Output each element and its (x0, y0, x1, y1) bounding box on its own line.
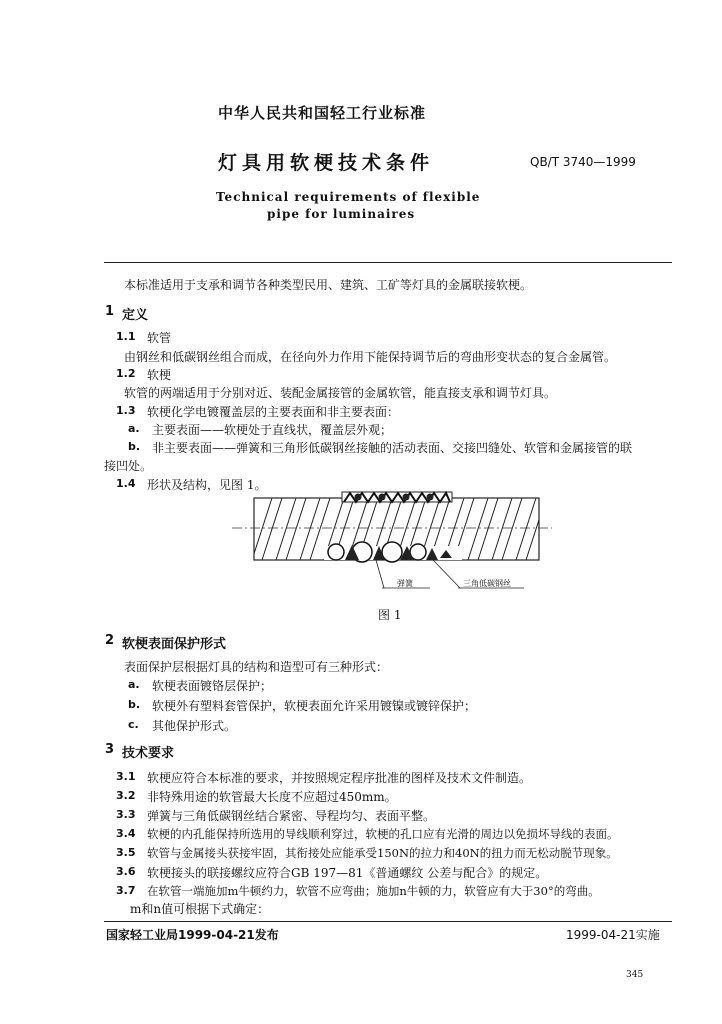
header-divider (104, 262, 672, 263)
section-2-title: 软梗表面保护形式 (122, 637, 227, 652)
section-2-b-text: 软梗外有塑料套管保护，软梗表面允许采用镀镍或镀锌保护； (152, 699, 477, 713)
figure-1-flexible-pipe (232, 488, 552, 606)
clause-3-5-text: 软管与金属接头获接牢固，其衔接处应能承受150N的拉力和40N的扭力而无松动脱节现象。 (147, 846, 618, 860)
section-2-b-label: b. (128, 698, 141, 711)
clause-1-3-b-text: 非主要表面——弹簧和三角形低碳钢丝接触的活动表面、交接凹缝处、软管和金属接管的联 (152, 441, 633, 455)
intro-text: 本标准适用于支承和调节各种类型民用、建筑、工矿等灯具的金属联接软梗。 (124, 278, 533, 292)
section-2-body: 表面保护层根据灯具的结构和造型可有三种形式： (124, 660, 389, 674)
footer-divider (104, 921, 672, 922)
clause-1-3-b-label: b. (128, 440, 141, 453)
clause-1-3-b-continued: 接凹处。 (104, 459, 153, 473)
clause-1-1-body: 由钢丝和低碳钢丝组合而成，在径向外力作用下能保持调节后的弯曲形变状态的复合金属管。 (124, 350, 617, 364)
issue-statement: 国家轻工业局1999-04-21发布 (106, 928, 279, 942)
clause-3-5-number: 3.5 (116, 846, 136, 859)
english-title-line2: pipe for luminaires (267, 207, 416, 221)
section-2-a-text: 软梗表面镀铬层保护； (152, 679, 273, 693)
clause-1-2-number: 1.2 (116, 367, 136, 380)
clause-3-4-text: 软梗的内孔能保持所选用的导线顺利穿过，软梗的孔口应有光滑的周边以免损坏导线的表面。 (147, 827, 619, 841)
mn-note: m和n值可根据下式确定： (130, 902, 270, 916)
clause-1-3-a-label: a. (128, 422, 140, 435)
label-spring: 弹簧 (397, 579, 413, 588)
issuing-org: 中华人民共和国轻工行业标准 (218, 104, 427, 122)
section-2-c-label: c. (128, 718, 139, 731)
clause-3-1-number: 3.1 (116, 770, 136, 783)
section-3-title: 技术要求 (122, 746, 175, 761)
figure-1-caption: 图 1 (378, 608, 402, 622)
clause-3-3-number: 3.3 (116, 808, 136, 821)
section-top (342, 492, 452, 502)
leader-spring (376, 560, 384, 588)
clause-3-2-number: 3.2 (116, 789, 136, 802)
clause-3-6-number: 3.6 (116, 865, 136, 878)
section-3-number: 3 (105, 742, 115, 757)
clause-3-3-text: 弹簧与三角低碳钢丝结合紧密、导程均匀、表面平整。 (147, 809, 436, 823)
clause-1-1-title: 软管 (147, 331, 172, 345)
page-title: 灯具用软梗技术条件 (218, 152, 435, 174)
clause-1-2-title: 软梗 (147, 368, 172, 382)
clause-1-2-body: 软管的两端适用于分别对近、装配金属接管的金属软管，能直接支承和调节灯具。 (124, 386, 557, 400)
implementation-date: 1999-04-21实施 (566, 928, 660, 942)
clause-3-6-text: 软梗接头的联接螺纹应符合GB 197—81《普通螺纹 公差与配合》的规定。 (147, 866, 548, 880)
label-triangular-wire: 三角低碳钢丝 (463, 579, 511, 588)
standard-code: QB/T 3740—1999 (530, 155, 636, 169)
clause-3-7-number: 3.7 (116, 884, 136, 897)
clause-3-1-text: 软梗应符合本标准的要求，并按照规定程序批准的图样及技术文件制造。 (147, 771, 532, 785)
page-number: 345 (626, 970, 644, 980)
clause-3-4-number: 3.4 (116, 827, 136, 840)
clause-1-3-number: 1.3 (116, 404, 136, 417)
section-2-c-text: 其他保护形式。 (152, 719, 237, 733)
section-2-a-label: a. (128, 678, 140, 691)
clause-1-4-number: 1.4 (116, 477, 136, 490)
clause-1-1-number: 1.1 (116, 330, 136, 343)
spring-coil (328, 544, 344, 560)
section-1-title: 定义 (122, 308, 149, 323)
english-title-line1: Technical requirements of flexible (216, 190, 481, 204)
clause-1-3-a-text: 主要表面——软梗处于直线状，覆盖层外观； (152, 423, 393, 437)
clause-1-4-text: 形状及结构，见图 1。 (147, 478, 267, 492)
section-2-number: 2 (105, 633, 115, 648)
section-1-number: 1 (105, 304, 115, 319)
clause-3-2-text: 非特殊用途的软管最大长度不应超过450mm。 (147, 790, 397, 804)
section-bottom (324, 542, 462, 562)
clause-3-7-text: 在软管一端施加m牛顿约力，软管不应弯曲；施加n牛顿的力，软管应有大于30°的弯曲。 (147, 884, 600, 898)
leader-wire (433, 560, 460, 588)
clause-1-3-text: 软梗化学电镀覆盖层的主要表面和非主要表面： (147, 405, 400, 419)
